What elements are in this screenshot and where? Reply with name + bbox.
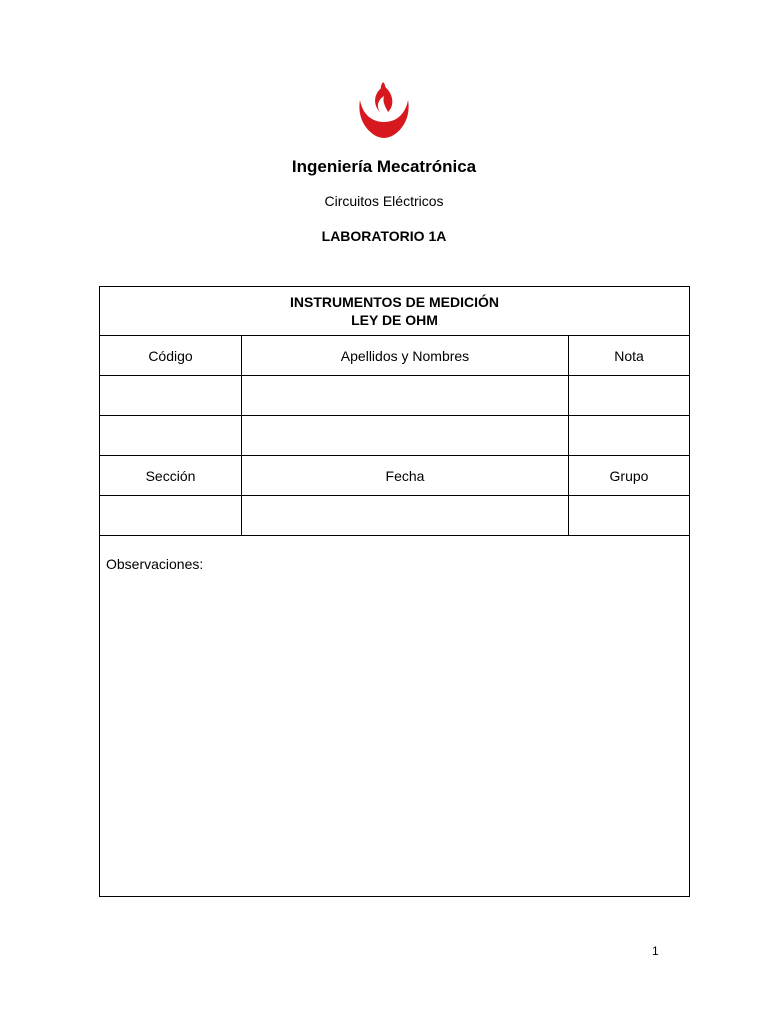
codigo-field-2[interactable] (100, 416, 242, 456)
university-flame-logo-icon (352, 78, 416, 142)
nota-field-2[interactable] (569, 416, 690, 456)
form-heading-line2: LEY DE OHM (351, 312, 438, 328)
page-number: 1 (652, 944, 659, 958)
grupo-header: Grupo (569, 456, 690, 496)
document-title: Ingeniería Mecatrónica (291, 157, 477, 176)
course-name: Circuitos Eléctricos (324, 193, 444, 209)
codigo-field-1[interactable] (100, 376, 242, 416)
lab-title: LABORATORIO 1A (321, 228, 447, 244)
apellidos-nombres-header: Apellidos y Nombres (242, 336, 569, 376)
seccion-field[interactable] (100, 496, 242, 536)
form-heading (100, 287, 690, 336)
fecha-header: Fecha (242, 456, 569, 496)
nombres-field-1[interactable] (242, 376, 569, 416)
nombres-field-2[interactable] (242, 416, 569, 456)
observations-label: Observaciones: (106, 556, 204, 572)
grupo-field[interactable] (569, 496, 690, 536)
nota-header: Nota (569, 336, 690, 376)
observations-area[interactable] (100, 536, 690, 897)
lab-cover-form (99, 286, 690, 897)
seccion-header: Sección (100, 456, 242, 496)
fecha-field[interactable] (242, 496, 569, 536)
nota-field-1[interactable] (569, 376, 690, 416)
form-heading-line1: INSTRUMENTOS DE MEDICIÓN (290, 294, 499, 310)
codigo-header: Código (100, 336, 242, 376)
